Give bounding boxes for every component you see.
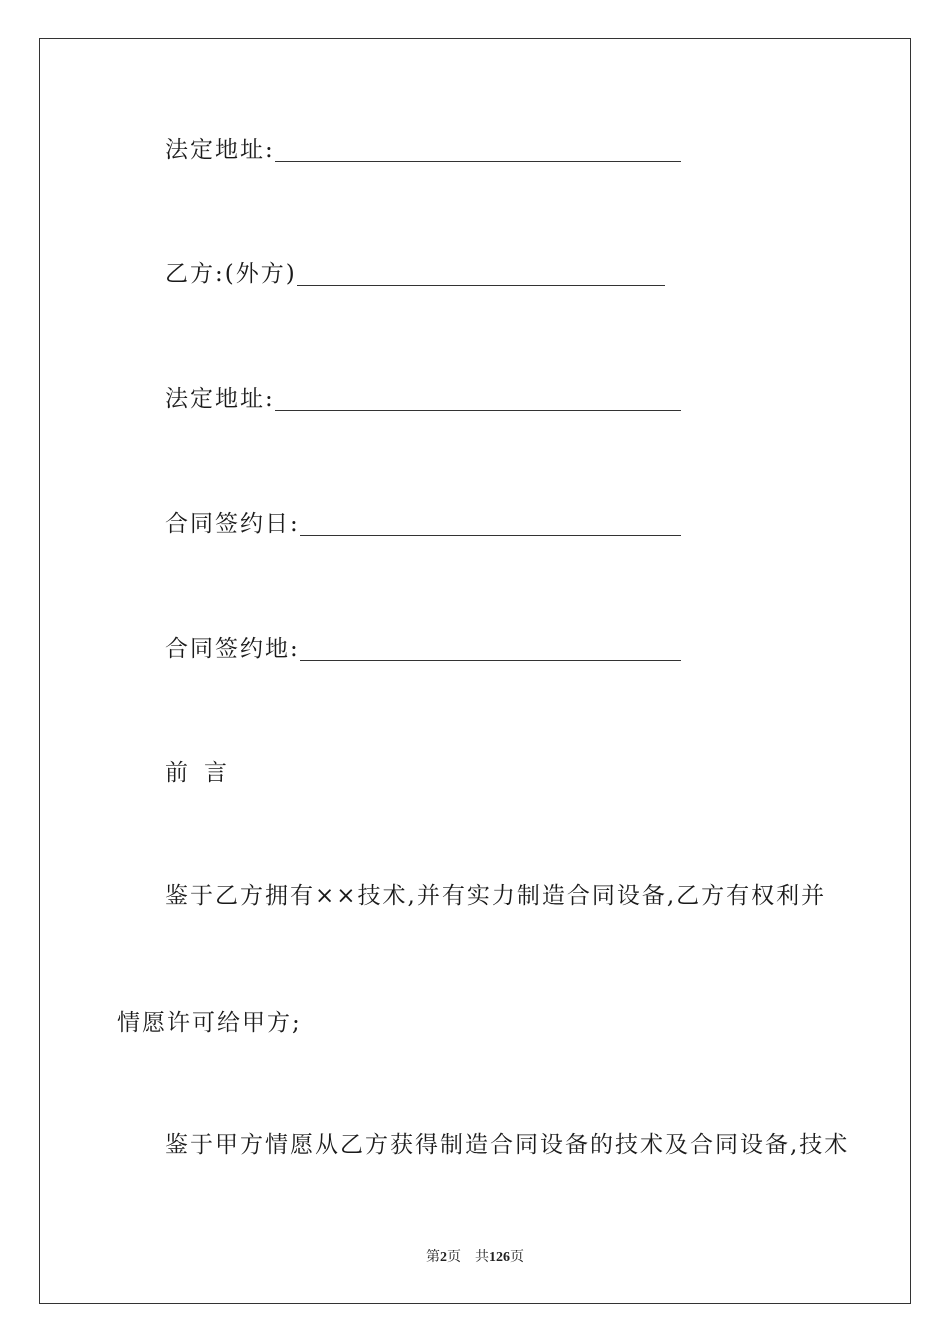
field-signing-place bbox=[165, 634, 681, 664]
field-signing-date bbox=[165, 509, 681, 539]
field-label: 合同签约日: bbox=[165, 511, 300, 537]
heading-char: 言 bbox=[204, 760, 229, 786]
page-number: 2 bbox=[440, 1250, 447, 1265]
paragraph-1-line-2: 情愿许可给甲方; bbox=[117, 1010, 302, 1036]
field-party-b bbox=[165, 259, 665, 289]
page-border bbox=[39, 38, 911, 1304]
field-legal-address-b bbox=[165, 384, 681, 414]
field-label: 法定地址: bbox=[165, 386, 275, 412]
fill-in-blank[interactable] bbox=[300, 513, 681, 536]
footer-text: 页 bbox=[447, 1249, 461, 1265]
paragraph-1-line-1: 鉴于乙方拥有××技术,并有实力制造合同设备,乙方有权利并 bbox=[165, 883, 827, 909]
page-footer bbox=[0, 1246, 950, 1266]
fill-in-blank[interactable] bbox=[275, 388, 681, 411]
footer-text: 页 bbox=[510, 1249, 524, 1265]
field-label: 合同签约地: bbox=[165, 636, 300, 662]
field-legal-address-a bbox=[165, 135, 681, 165]
footer-text: 第 bbox=[426, 1249, 440, 1265]
field-label: 乙方:(外方) bbox=[165, 261, 297, 287]
paragraph-2-line-1: 鉴于甲方情愿从乙方获得制造合同设备的技术及合同设备,技术 bbox=[165, 1132, 850, 1158]
total-pages: 126 bbox=[489, 1250, 510, 1265]
footer-text: 共 bbox=[475, 1249, 489, 1265]
fill-in-blank[interactable] bbox=[297, 263, 665, 286]
field-label: 法定地址: bbox=[165, 137, 275, 163]
fill-in-blank[interactable] bbox=[275, 139, 681, 162]
heading-char: 前 bbox=[165, 760, 190, 786]
section-heading-preface bbox=[165, 758, 229, 788]
fill-in-blank[interactable] bbox=[300, 638, 681, 661]
